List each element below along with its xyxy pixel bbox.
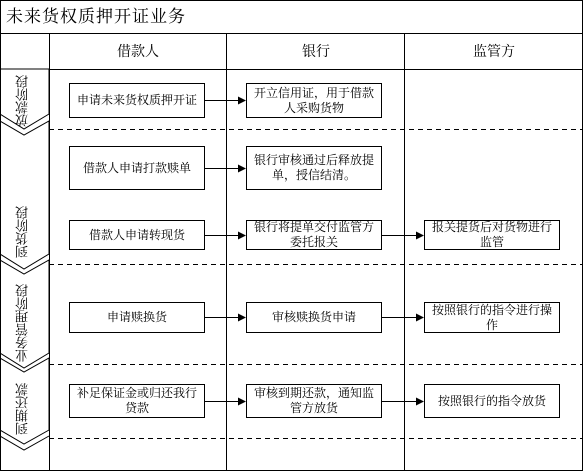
box-apply-lc: 申请未来货权质押开证 [76,93,197,107]
column-header-supervisor: 监管方 [473,44,515,60]
box-review-repayment: 审核到期还款，通知监管方放货 [253,386,374,415]
box-apply-exchange: 申请赎换货 [106,310,167,324]
stage-label-management: 业务管理阶段 [16,284,31,362]
stage-label-arrival: 到货阶段 [16,206,31,258]
box-issue-lc: 开立信用证，用于借款人采购货物 [253,85,374,115]
column-header-borrower: 借款人 [117,44,159,60]
box-review-exchange: 审核赎换货申请 [271,310,356,324]
box-apply-redeem: 借款人申请打款赎单 [82,160,191,175]
box-release-bl: 银行审核通过后释放提单，授信结清。 [253,153,374,182]
diagram-title: 未来货权质押开证业务 [6,7,186,27]
stage-chevron-5 [0,436,49,450]
box-apply-convert: 借款人申请转现货 [88,227,185,242]
column-header-bank: 银行 [302,44,330,60]
box-follow-instruction: 按照银行的指令进行操作 [431,302,552,332]
box-release-goods: 按照银行的指令放货 [437,393,546,408]
box-deliver-bl: 银行将提单交付监管方委托报关 [253,220,374,249]
stage-label-repayment: 到期还款 [16,383,31,435]
box-supervise-goods: 报关提货后对货物进行监管 [431,220,552,249]
box-repay-loan: 补足保证金或归还我行贷款 [76,386,197,415]
stage-label-loan: 放款阶段 [16,75,31,127]
